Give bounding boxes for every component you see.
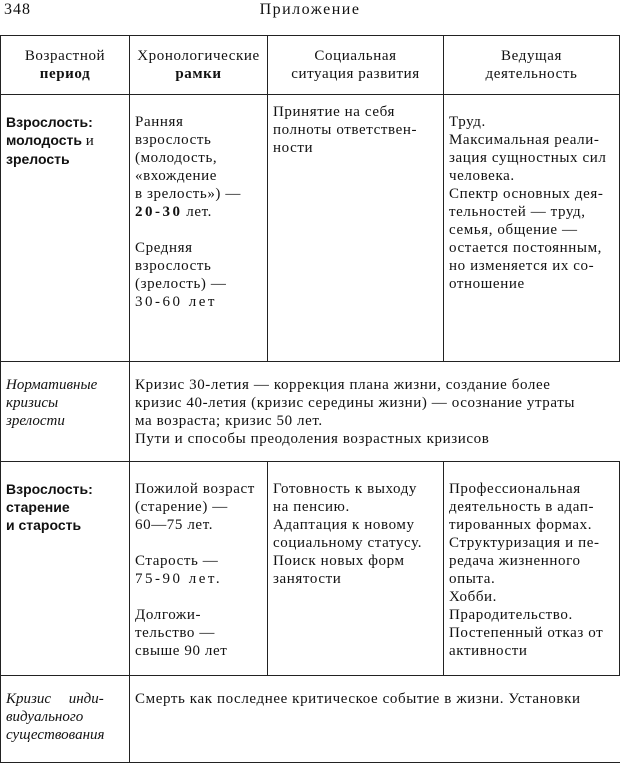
cell-line: но изменяется их со- (449, 258, 595, 274)
cell-line: Постепенный отказ от (449, 625, 604, 641)
period-title: молодость (6, 132, 82, 148)
cell-line: деятельность в адап- (449, 499, 595, 515)
cell-line: Принятие на себя (273, 104, 395, 120)
cell-line: (старение) — (135, 499, 228, 515)
chronological-cell (130, 462, 268, 676)
cell-line: ности (273, 140, 314, 156)
cell-line: остается постоянным, (449, 240, 603, 256)
period-conjunction: и (85, 133, 94, 149)
age-range: 20-30 (135, 204, 183, 220)
cell-line: кризисы (6, 395, 59, 411)
cell-line: Хобби. (449, 589, 498, 605)
cell-line: 60—75 лет. (135, 517, 214, 533)
activity-cell (444, 95, 620, 362)
cell-line: семья, общение — (449, 222, 578, 238)
table-row-individual-crisis (1, 676, 620, 763)
cell-line: взрослость (135, 258, 212, 274)
table-row-normative-crises (1, 362, 620, 462)
cell-line: Прародительство. (449, 607, 573, 623)
header-text: деятельность (485, 66, 578, 82)
page-number: 348 (4, 1, 31, 18)
header-chronological-frame (130, 36, 268, 95)
header-text: Хронологические (137, 48, 260, 64)
period-cell (1, 95, 130, 362)
cell-line: видуального (6, 709, 84, 725)
cell-line: 75-90 лет. (135, 571, 223, 587)
cell-line: тельностей — труд, (449, 204, 586, 220)
header-social-situation (268, 36, 444, 95)
cell-line: Труд. (449, 114, 486, 130)
cell-line: кризис 40-летия (кризис середины жизни) — осознание утраты (135, 395, 576, 411)
cell-line: (молодость, (135, 150, 218, 166)
cell-line: Кризис 30-летия — коррекция плана жизни, создание более (135, 377, 551, 393)
cell-line: Готовность к выходу (273, 481, 418, 497)
cell-line: зрелости (6, 413, 65, 429)
social-cell (268, 95, 444, 362)
cell-line: редача жизненного (449, 553, 581, 569)
cell-line: Кризис инди- (6, 691, 104, 707)
period-title: Взрослость: (6, 481, 93, 497)
cell-line: ма возраста; кризис 50 лет. (135, 413, 323, 429)
header-age-period (1, 36, 130, 95)
cell-line: взрослость (135, 132, 212, 148)
period-title: и старость (6, 517, 82, 533)
cell-line: Нормативные (6, 377, 98, 393)
cell-line: полноты ответствен- (273, 122, 418, 138)
header-text: Социальная (314, 48, 397, 64)
running-title: Приложение (259, 1, 361, 18)
age-periods-table (0, 35, 620, 763)
activity-cell (444, 462, 620, 676)
cell-line: тельство — (135, 625, 215, 641)
period-title: старение (6, 499, 70, 515)
chronological-cell (130, 95, 268, 362)
cell-line: в зрелость») — (135, 186, 241, 202)
cell-line: Структуризация и пе- (449, 535, 600, 551)
cell-line: тированных формах. (449, 517, 593, 533)
crisis-label-cell (1, 362, 130, 462)
cell-line: Смерть как последнее критическое событие в жизни. Установки (135, 691, 581, 707)
header-text: Возрастной (24, 48, 106, 64)
header-text: ситуация развития (291, 66, 420, 82)
cell-line: свыше 90 лет (135, 643, 228, 659)
cell-line: социальному статусу. (273, 535, 423, 551)
cell-line: Пожилой возраст (135, 481, 255, 497)
header-text: период (39, 66, 91, 82)
social-cell (268, 462, 444, 676)
cell-line: активности (449, 643, 528, 659)
table-header-row (1, 36, 620, 95)
period-title: зрелость (6, 151, 70, 167)
cell-line: существования (6, 727, 105, 743)
cell-line: Средняя (135, 240, 193, 256)
period-cell (1, 462, 130, 676)
header-text: рамки (175, 66, 222, 82)
cell-line: лет. (186, 204, 212, 220)
table-row-aging (1, 462, 620, 676)
cell-line: занятости (273, 571, 342, 587)
page-header (0, 0, 620, 24)
crisis-label-cell (1, 676, 130, 763)
crisis-text-cell (130, 362, 620, 462)
table-row-adulthood (1, 95, 620, 362)
cell-line: (зрелость) — (135, 276, 227, 292)
cell-line: «вхождение (135, 168, 218, 184)
cell-line: Адаптация к новому (273, 517, 415, 533)
cell-line: Пути и способы преодоления возрастных кризисов (135, 431, 490, 447)
cell-line: Максимальная реали- (449, 132, 600, 148)
cell-line: Старость — (135, 553, 219, 569)
cell-line: 30-60 лет (135, 294, 217, 310)
cell-line: Профессиональная (449, 481, 581, 497)
crisis-text-cell (130, 676, 620, 763)
period-title: Взрослость: (6, 114, 93, 130)
cell-line: опыта. (449, 571, 496, 587)
cell-line: Ранняя (135, 114, 184, 130)
cell-line: зация сущностных сил (449, 150, 607, 166)
header-text: Ведущая (501, 48, 562, 64)
cell-line: отношение (449, 276, 525, 292)
cell-line: Долгожи- (135, 607, 202, 623)
cell-line: Спектр основных дея- (449, 186, 604, 202)
cell-line: на пенсию. (273, 499, 350, 515)
cell-line: Поиск новых форм (273, 553, 405, 569)
header-leading-activity (444, 36, 620, 95)
cell-line: человека. (449, 168, 515, 184)
